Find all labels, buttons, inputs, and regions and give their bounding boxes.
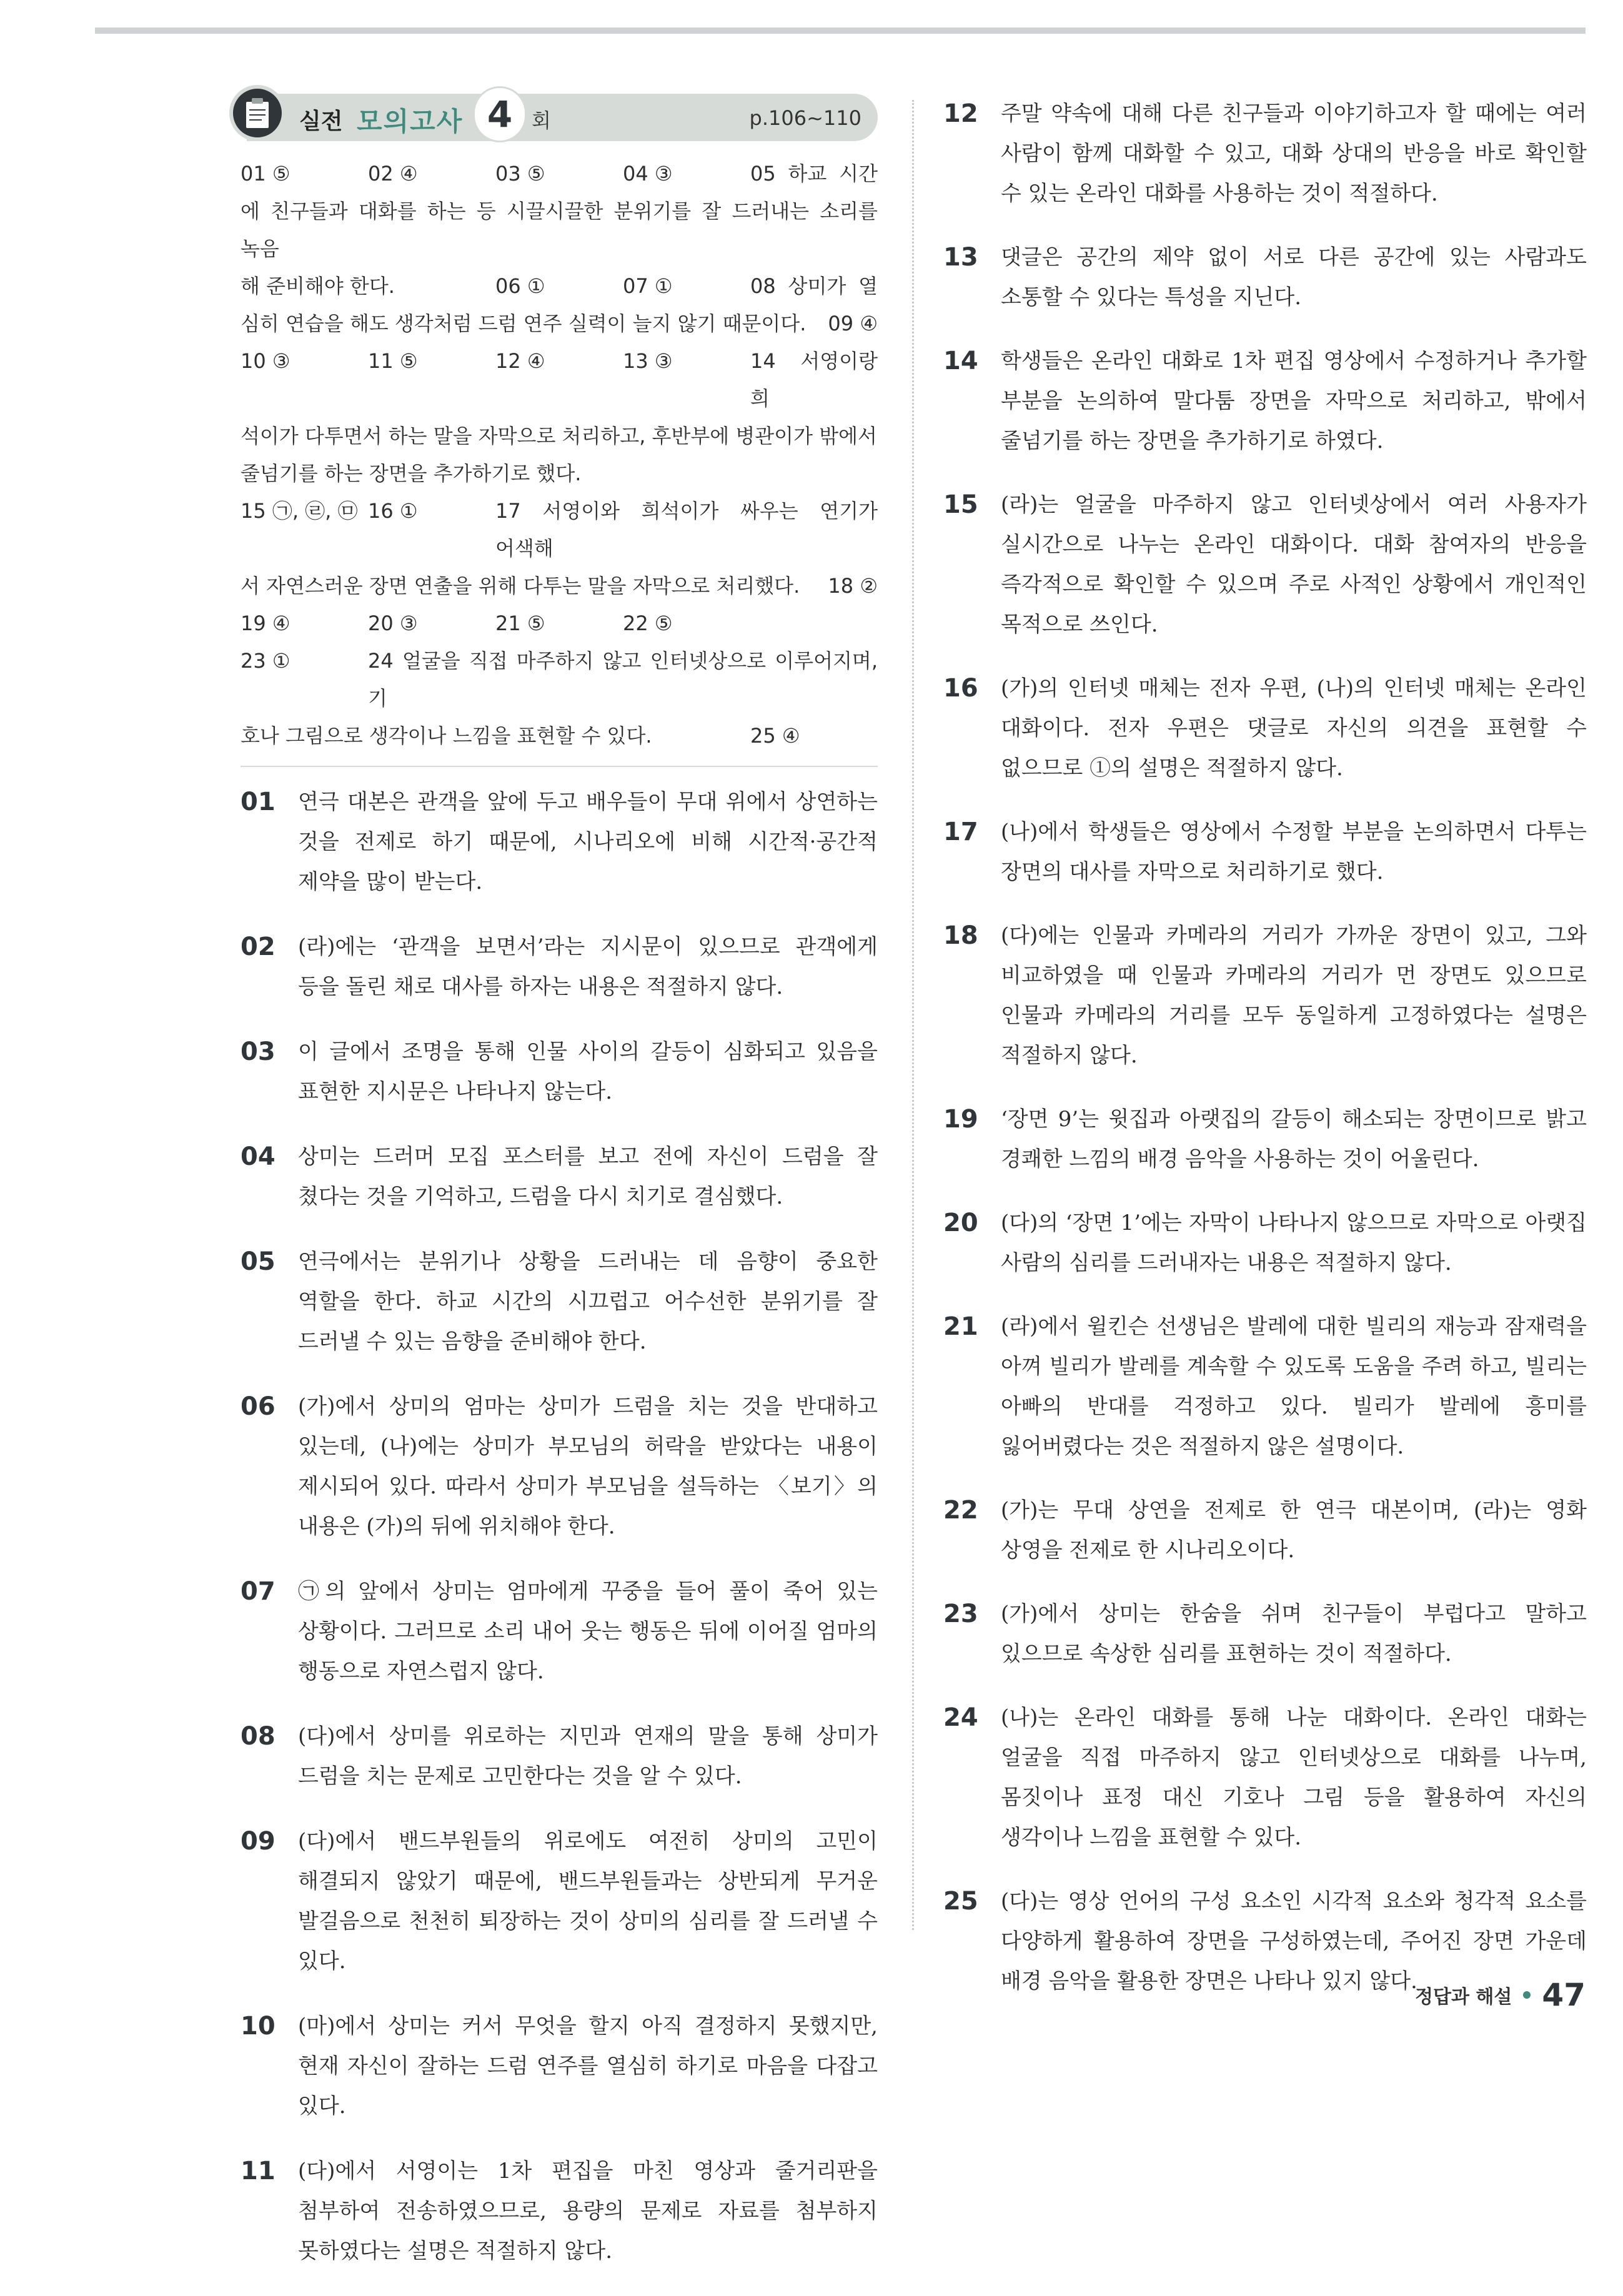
explanation-text: (마)에서 상미는 커서 무엇을 할지 아직 결정하지 못했지만, 현재 자신이 잘하는 드럼 연주를 열심히 하기로 마음을 다잡고 있다. <box>298 2014 878 2119</box>
explanation-item <box>241 1716 878 1796</box>
explanation-item <box>943 668 1587 788</box>
explanation-item <box>943 485 1587 645</box>
explanation-number: 02 <box>241 933 275 961</box>
page-range: p.106~110 <box>749 106 861 130</box>
top-rule <box>95 27 1586 34</box>
explanation-text: 상미는 드러머 모집 포스터를 보고 전에 자신이 드럼을 잘 쳤다는 것을 기억하고, 드럼을 다시 치기로 결심했다. <box>298 1144 878 1209</box>
explanation-text: (가)는 무대 상연을 전제로 한 연극 대본이며, (라)는 영화 상영을 전제로 한 시나리오이다. <box>1001 1498 1587 1563</box>
explanation-item <box>241 1242 878 1362</box>
notepad-icon <box>229 85 285 141</box>
explanation-item <box>943 1490 1587 1570</box>
explanation-text: 학생들은 온라인 대화로 1차 편집 영상에서 수정하거나 추가할 부분을 논의하여 말다툼 장면을 자막으로 처리하고, 밖에서 줄넘기를 하는 장면을 추가하기로 하였다. <box>1001 349 1587 453</box>
explanation-text: (가)에서 상미는 한숨을 쉬며 친구들이 부럽다고 말하고 있으므로 속상한 심리를 표현하는 것이 적절하다. <box>1001 1601 1587 1666</box>
section-banner <box>247 94 878 141</box>
answer-item: 04 ③ <box>623 162 673 186</box>
explanation-list-left <box>241 782 878 2271</box>
explanation-text: (다)에서 서영이는 1차 편집을 마친 영상과 줄거리판을 첨부하여 전송하였으므로, 용량의 문제로 자료를 첨부하지 못하였다는 설명은 적절하지 않다. <box>298 2159 878 2264</box>
answer-item: 17 서영이와 희석이가 싸우는 연기가 어색해 <box>495 499 878 560</box>
explanation-number: 11 <box>241 2157 275 2185</box>
answer-item: 10 ③ <box>241 349 290 373</box>
explanation-number: 18 <box>943 921 978 950</box>
explanation-number: 16 <box>943 674 978 703</box>
explanation-item <box>241 1032 878 1112</box>
explanation-item <box>241 2151 878 2271</box>
footer-dot <box>1523 1991 1531 1999</box>
explanation-item <box>241 2006 878 2126</box>
explanation-number: 15 <box>943 490 978 519</box>
explanation-number: 20 <box>943 1209 978 1237</box>
explanation-item <box>241 1137 878 1217</box>
explanation-item <box>241 1387 878 1546</box>
explanation-number: 13 <box>943 243 978 272</box>
right-column <box>943 94 1587 2025</box>
exam-number: 4 <box>473 86 527 142</box>
explanation-number: 04 <box>241 1142 275 1171</box>
explanation-number: 19 <box>943 1105 978 1134</box>
explanation-item <box>943 1203 1587 1283</box>
left-column <box>241 94 878 2296</box>
explanation-text: (나)에서 학생들은 영상에서 수정할 부분을 논의하면서 다투는 장면의 대사를 자막으로 처리하기로 했다. <box>1001 819 1587 884</box>
page-number: 47 <box>1542 1977 1586 2013</box>
explanation-text: 연극 대본은 관객을 앞에 두고 배우들이 무대 위에서 상연하는 것을 전제로 하기 때문에, 시나리오에 비해 시간적·공간적 제약을 많이 받는다. <box>298 789 878 894</box>
explanation-item <box>943 341 1587 461</box>
answer-item: 23 ① <box>241 649 290 673</box>
explanation-item <box>943 94 1587 214</box>
explanation-item <box>943 812 1587 892</box>
answer-row <box>241 717 878 755</box>
answer-item: 11 ⑤ <box>368 349 418 373</box>
answer-item: 14 서영이랑 희 <box>750 349 878 410</box>
answer-item: 03 ⑤ <box>495 162 545 186</box>
answer-line: 석이가 다투면서 하는 말을 자막으로 처리하고, 후반부에 병관이가 밖에서 <box>241 424 877 448</box>
answer-row <box>241 567 878 605</box>
explanation-text: (다)에는 인물과 카메라의 거리가 가까운 장면이 있고, 그와 비교하였을 때 인물과 카메라의 거리가 먼 장면도 있으므로 인물과 카메라의 거리를 모두 동일하게 고정하였다는 설명은 적절하지 않다. <box>1001 923 1587 1068</box>
answer-item: 25 ④ <box>750 724 800 748</box>
explanation-text: (다)의 ‘장면 1’에는 자막이 나타나지 않으므로 자막으로 아랫집 사람의 심리를 드러내자는 내용은 적절하지 않다. <box>1001 1210 1587 1275</box>
exam-suffix: 회 <box>532 109 551 132</box>
answer-item: 08 상미가 열 <box>750 274 878 298</box>
answer-item: 07 ① <box>623 274 673 298</box>
answer-line: 에 친구들과 대화를 하는 등 시끌시끌한 분위기를 잘 드러내는 소리를 녹음 <box>241 199 878 260</box>
answer-item: 13 ③ <box>623 349 673 373</box>
answer-item: 해 준비해야 한다. <box>241 274 395 298</box>
explanation-text: (다)에서 밴드부원들의 위로에도 여전히 상미의 고민이 해결되지 않았기 때문에, 밴드부원들과는 상반되게 무거운 발걸음으로 천천히 퇴장하는 것이 상미의 심리를 잘 드러낼 수 있다. <box>298 1829 878 1974</box>
explanation-text: (가)의 인터넷 매체는 전자 우편, (나)의 인터넷 매체는 온라인 대화이다. 전자 우편은 댓글로 자신의 의견을 표현할 수 없으므로 ①의 설명은 적절하지 않다. <box>1001 676 1587 781</box>
explanation-item <box>241 927 878 1007</box>
explanation-item <box>943 237 1587 317</box>
answer-row <box>241 305 878 342</box>
explanation-text: (나)는 온라인 대화를 통해 나눈 대화이다. 온라인 대화는 얼굴을 직접 마주하지 않고 인터넷상으로 대화를 나누며, 몸짓이나 표정 대신 기호나 그림 등을 활용하여 자신의 생각이나 느낌을 표현할 수 있다. <box>1001 1705 1587 1850</box>
explanation-number: 25 <box>943 1887 978 1916</box>
answer-item: 21 ⑤ <box>495 611 545 635</box>
explanation-text: (다)는 영상 언어의 구성 요소인 시각적 요소와 청각적 요소를 다양하게 활용하여 장면을 구성하였는데, 주어진 장면 가운데 배경 음악을 활용한 장면은 나타나 있지 않다. <box>1001 1889 1587 1994</box>
answer-row <box>241 605 878 642</box>
answer-item: 18 ② <box>828 574 878 598</box>
answer-line: 줄넘기를 하는 장면을 추가하기로 했다. <box>241 462 582 485</box>
answer-item: 05 하교 시간 <box>750 162 878 186</box>
explanation-item <box>943 916 1587 1076</box>
explanation-number: 05 <box>241 1247 275 1276</box>
explanation-number: 23 <box>943 1600 978 1628</box>
explanation-text: ㉠의 앞에서 상미는 엄마에게 꾸중을 들어 풀이 죽어 있는 상황이다. 그러므로 소리 내어 웃는 행동은 뒤에 이어질 엄마의 행동으로 자연스럽지 않다. <box>298 1579 878 1684</box>
explanation-number: 06 <box>241 1392 275 1421</box>
answer-row <box>241 267 878 305</box>
explanation-item <box>943 1594 1587 1674</box>
explanation-text: (라)는 얼굴을 마주하지 않고 인터넷상에서 여러 사용자가 실시간으로 나누는 온라인 대화이다. 대화 참여자의 반응을 즉각적으로 확인할 수 있으며 주로 사적인 상황에서 개인적인 목적으로 쓰인다. <box>1001 492 1587 637</box>
explanation-text: (가)에서 상미의 엄마는 상미가 드럼을 치는 것을 반대하고 있는데, (나)에는 상미가 부모님의 허락을 받았다는 내용이 제시되어 있다. 따라서 상미가 부모님을 설득하는 〈보기〉의 내용은 (가)의 뒤에 위치해야 한다. <box>298 1394 878 1539</box>
answer-item: 24 얼굴을 직접 마주하지 않고 인터넷상으로 이루어지며, 기 <box>368 649 878 710</box>
answer-row <box>241 342 878 417</box>
answer-item: 09 ④ <box>828 312 878 335</box>
answer-item: 02 ④ <box>368 162 418 186</box>
explanation-number: 21 <box>943 1312 978 1341</box>
answer-row <box>241 642 878 717</box>
explanation-item <box>943 1099 1587 1179</box>
answer-item: 06 ① <box>495 274 545 298</box>
page-footer <box>1415 1977 1586 2013</box>
explanation-number: 08 <box>241 1722 275 1751</box>
answer-item: 12 ④ <box>495 349 545 373</box>
explanation-number: 09 <box>241 1827 275 1856</box>
explanation-number: 24 <box>943 1703 978 1732</box>
column-divider <box>912 100 914 1930</box>
explanation-item <box>241 1571 878 1691</box>
explanation-number: 12 <box>943 99 978 128</box>
explanation-number: 10 <box>241 2012 275 2041</box>
explanation-number: 01 <box>241 788 275 816</box>
explanation-number: 17 <box>943 818 978 846</box>
explanation-item <box>241 1821 878 1981</box>
mock-exam-title: 모의고사 <box>357 106 464 137</box>
explanation-text: (라)에는 ‘관객을 보면서’라는 지시문이 있으므로 관객에게 등을 돌린 채로 대사를 하자는 내용은 적절하지 않다. <box>298 934 878 999</box>
answer-item: 15 ㉠, ㉣, ㉤ <box>241 499 358 523</box>
explanation-text: 주말 약속에 대해 다른 친구들과 이야기하고자 할 때에는 여러 사람이 함께 대화할 수 있고, 대화 상대의 반응을 바로 확인할 수 있는 온라인 대화를 사용하는 것이 적절하다. <box>1001 101 1587 206</box>
answer-item: 심히 연습을 해도 생각처럼 드럼 연주 실력이 늘지 않기 때문이다. <box>241 312 807 335</box>
explanation-number: 14 <box>943 347 978 375</box>
answer-item: 호나 그림으로 생각이나 느낌을 표현할 수 있다. <box>241 724 652 748</box>
answer-row <box>241 492 878 567</box>
practice-label: 실전 <box>299 109 343 134</box>
explanation-text: ‘장면 9’는 윗집과 아랫집의 갈등이 해소되는 장면이므로 밝고 경쾌한 느낌의 배경 음악을 사용하는 것이 어울린다. <box>1001 1107 1587 1172</box>
explanation-text: 연극에서는 분위기나 상황을 드러내는 데 음향이 중요한 역할을 한다. 하교 시간의 시끄럽고 어수선한 분위기를 잘 드러낼 수 있는 음향을 준비해야 한다. <box>298 1249 878 1354</box>
answer-item: 22 ⑤ <box>623 611 673 635</box>
explanation-item <box>943 1698 1587 1858</box>
answer-item: 19 ④ <box>241 611 290 635</box>
answer-item: 20 ③ <box>368 611 418 635</box>
explanation-item <box>943 1307 1587 1467</box>
answer-key <box>241 155 878 755</box>
answer-row <box>241 155 878 192</box>
explanation-number: 22 <box>943 1496 978 1525</box>
explanation-number: 03 <box>241 1037 275 1066</box>
explanation-item <box>241 782 878 902</box>
explanation-list-right <box>943 94 1587 2001</box>
explanation-text: 댓글은 공간의 제약 없이 서로 다른 공간에 있는 사람과도 소통할 수 있다는 특성을 지닌다. <box>1001 245 1587 310</box>
explanation-text: (라)에서 윌킨슨 선생님은 발레에 대한 빌리의 재능과 잠재력을 아껴 빌리가 발레를 계속할 수 있도록 도움을 주려 하고, 빌리는 아빠의 반대를 걱정하고 있다. 빌리가 발레에 흥미를 잃어버렸다는 것은 적절하지 않은 설명이다. <box>1001 1314 1587 1459</box>
answer-item: 01 ⑤ <box>241 162 290 186</box>
answer-item: 16 ① <box>368 499 418 523</box>
explanation-number: 07 <box>241 1577 275 1606</box>
explanation-text: (다)에서 상미를 위로하는 지민과 연재의 말을 통해 상미가 드럼을 치는 문제로 고민한다는 것을 알 수 있다. <box>298 1724 878 1789</box>
footer-label: 정답과 해설 <box>1415 1986 1512 2008</box>
answer-item: 서 자연스러운 장면 연출을 위해 다투는 말을 자막으로 처리했다. <box>241 574 800 598</box>
answer-key-rule <box>241 766 878 767</box>
explanation-text: 이 글에서 조명을 통해 인물 사이의 갈등이 심화되고 있음을 표현한 지시문은 나타나지 않는다. <box>298 1039 878 1104</box>
